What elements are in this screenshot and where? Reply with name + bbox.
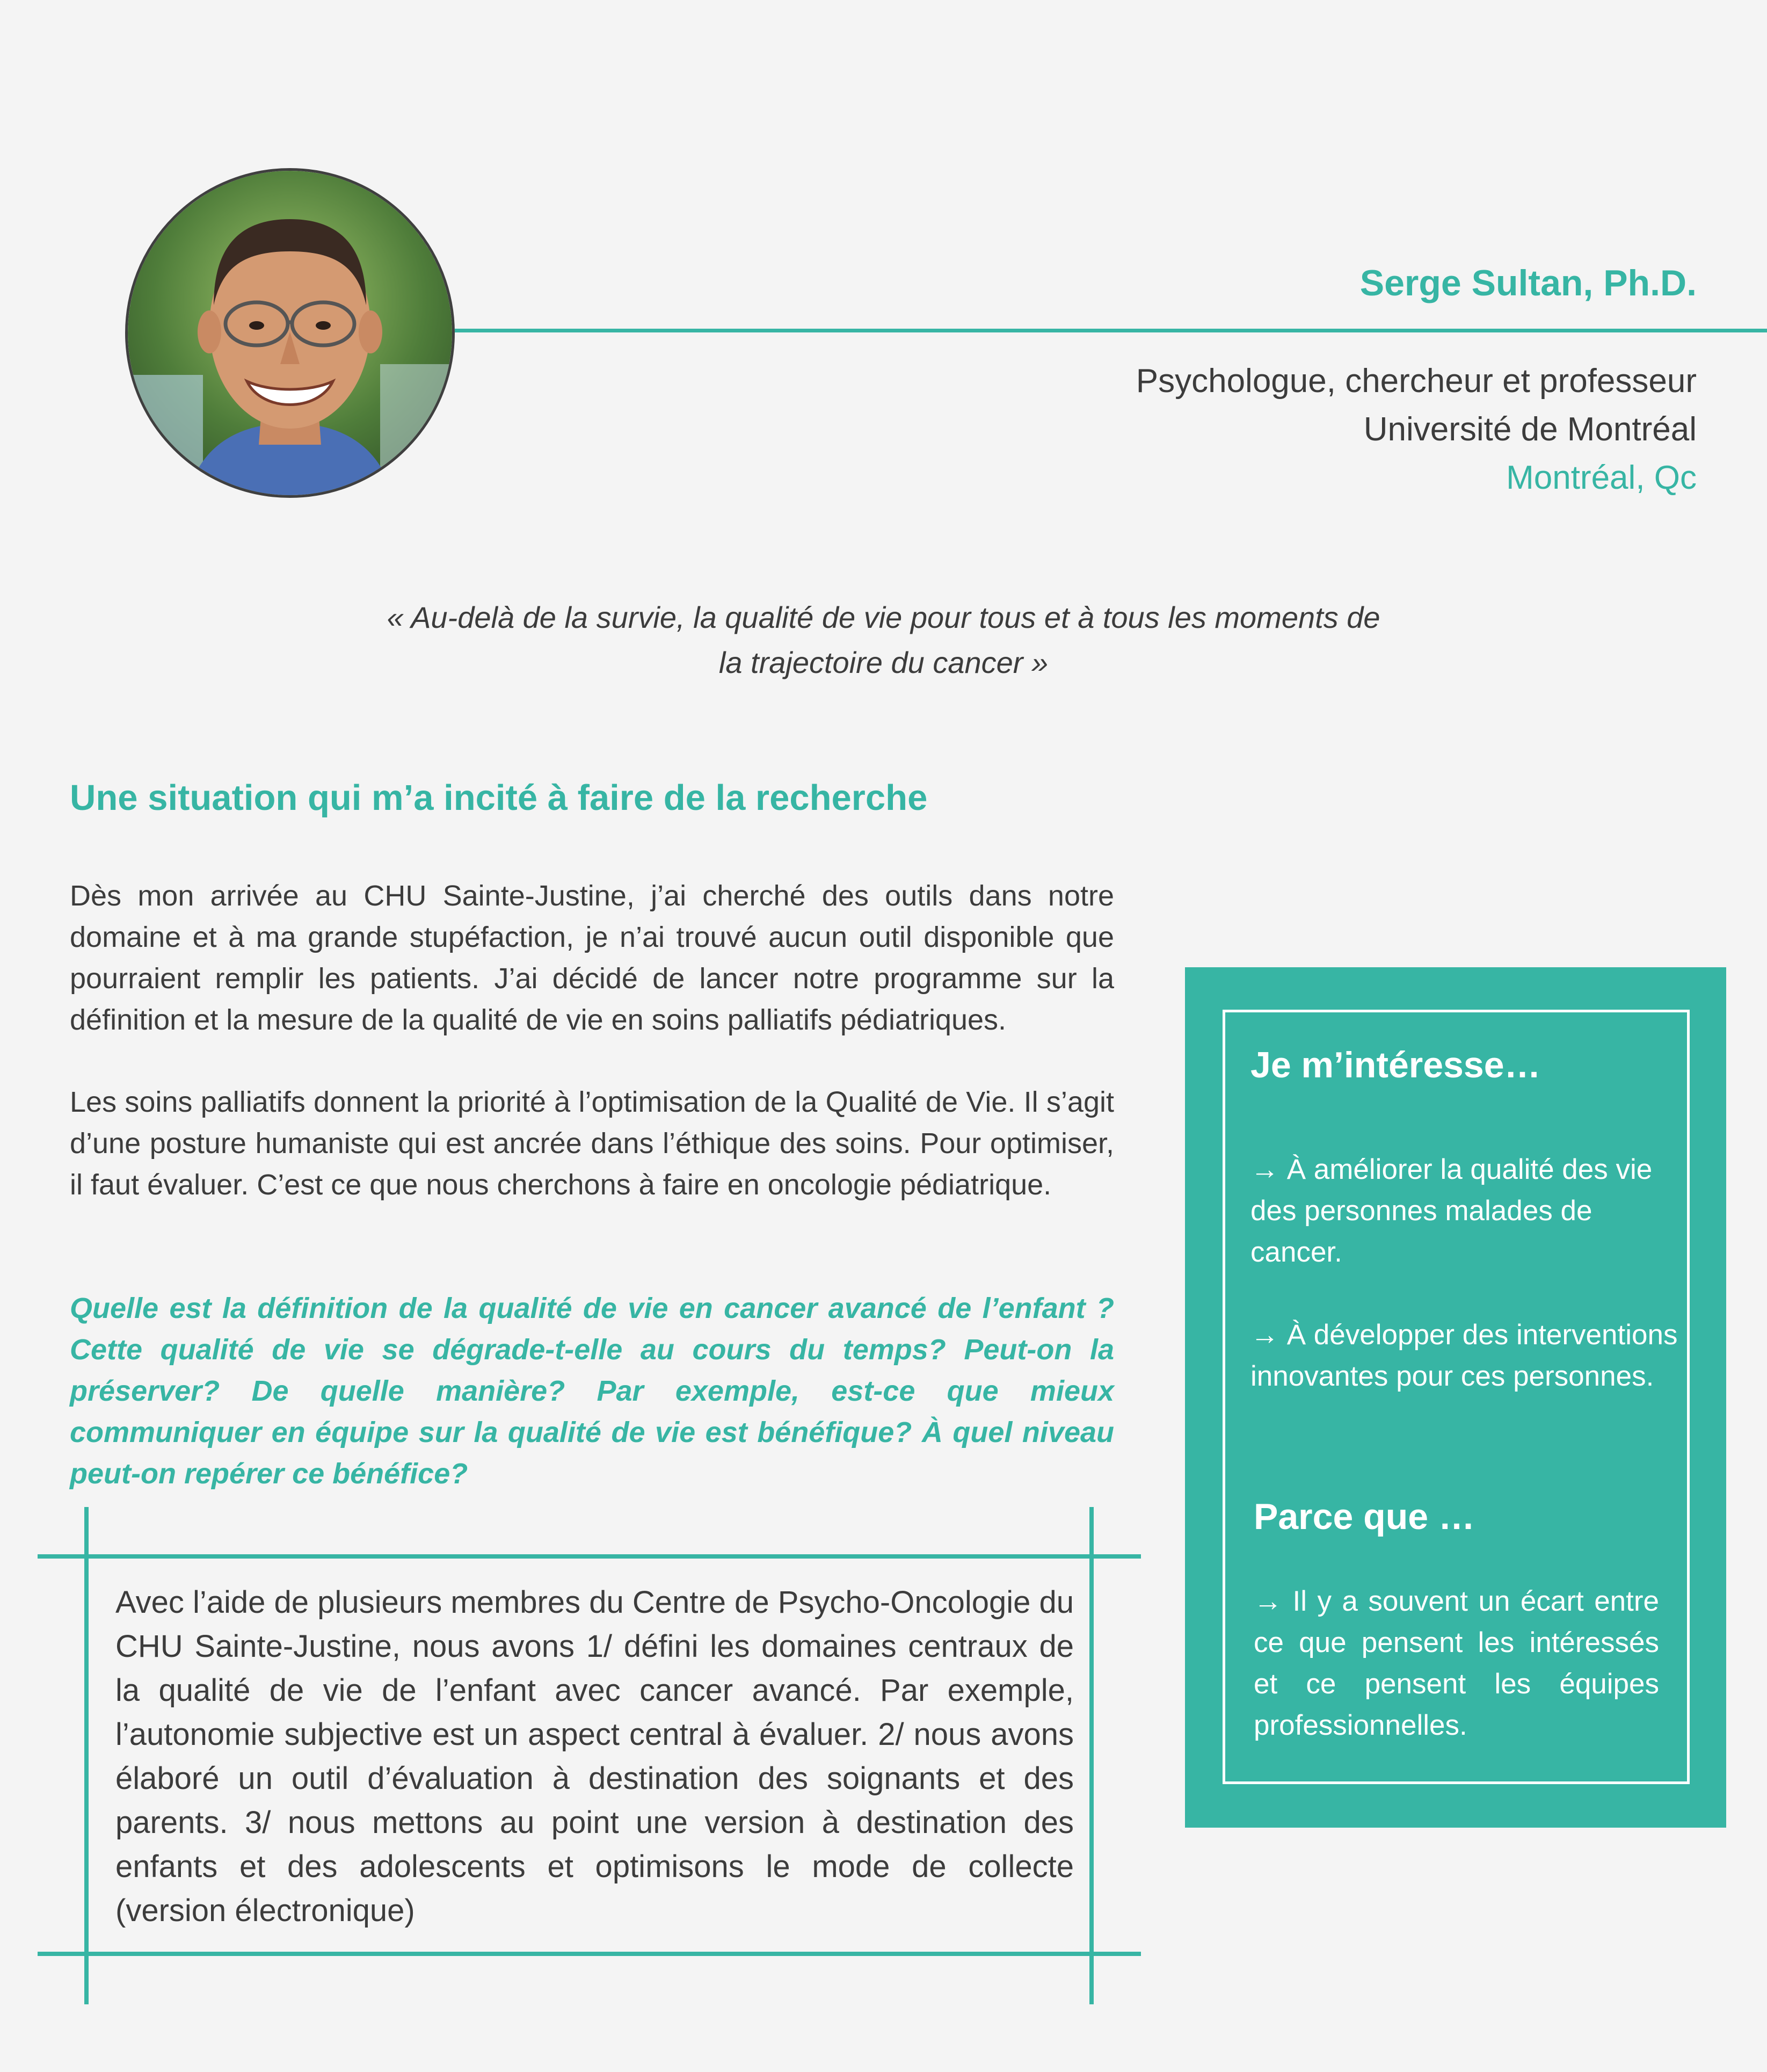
paragraph-1: Dès mon arrivée au CHU Sainte-Justine, j’ai cherché des outils dans notre domaine et à ma grande stupéfaction, je n’ai trouvé aucun outil disponible que pourraient remplir les patients. J’ai décidé de lancer notre programme sur la définition et la mesure de la qualité de vie en soins palliatifs pédiatriques. (70, 880, 1114, 1036)
frame-line-right (1089, 1507, 1094, 2004)
profile-university: Université de Montréal (1363, 411, 1697, 448)
profile-role: Psychologue, chercheur et professeur (1136, 363, 1697, 400)
section-title: Une situation qui m’a incité à faire de la recherche (70, 778, 928, 818)
profile-city: Montréal, Qc (1506, 459, 1697, 496)
header-divider (455, 329, 1767, 332)
frame-line-bottom (38, 1952, 1141, 1956)
frame-line-left (84, 1507, 89, 2004)
paragraph-2: Les soins palliatifs donnent la priorité à l’optimisation de la Qualité de Vie. Il s’agit d’une posture humaniste qui est ancrée dans l’éthique des soins. Pour optimiser, il faut évaluer. C’est ce que nous cherchons à faire en oncologie pédiatrique. (70, 1086, 1114, 1201)
research-questions: Quelle est la définition de la qualité de vie en cancer avancé de l’enfant ? Cette qualité de vie se dégrade-t-elle au cours du temps? Peut-on la préserver? De quelle manière? Par exemple, est-ce que mieux communiquer en équipe sur la qualité de vie est bénéfique? À quel niveau peut-on repérer ce bénéfice? (70, 1292, 1114, 1490)
framed-text: Avec l’aide de plusieurs membres du Centre de Psycho-Oncologie du CHU Sainte-Justine, nous avons 1/ défini les domaines centraux de la qualité de vie de l’enfant avec cancer avancé. Par exemple, l’autonomie subjective est un aspect central à évaluer. 2/ nous avons élaboré un outil d’évaluation à destination des soignants et des parents. 3/ nous mettons au point une version à destination des enfants et des adolescents et optimisons le mode de collecte (version électronique) (115, 1585, 1074, 1928)
profile-photo (125, 168, 455, 498)
quote-line-2: la trajectoire du cancer » (718, 646, 1049, 679)
profile-name: Serge Sultan, Ph.D. (1359, 263, 1697, 303)
frame-line-top (38, 1554, 1141, 1559)
quote (322, 595, 1445, 685)
portrait-illustration (128, 171, 452, 495)
because-item-1: → Il y a souvent un écart entre ce que pensent les intéressés et ce pensent les équipes professionnelles. (1254, 1585, 1659, 1741)
interest-item-1: → À améliorer la qualité des vie des personnes malades de cancer. (1250, 1154, 1653, 1268)
interests-title: Je m’intéresse… (1250, 1045, 1541, 1085)
interest-item-2: → À développer des interventions innovantes pour ces personnes. (1250, 1319, 1678, 1392)
because-title: Parce que … (1254, 1496, 1475, 1537)
quote-line-1: « Au-delà de la survie, la qualité de vie pour tous et à tous les moments de (387, 600, 1380, 634)
